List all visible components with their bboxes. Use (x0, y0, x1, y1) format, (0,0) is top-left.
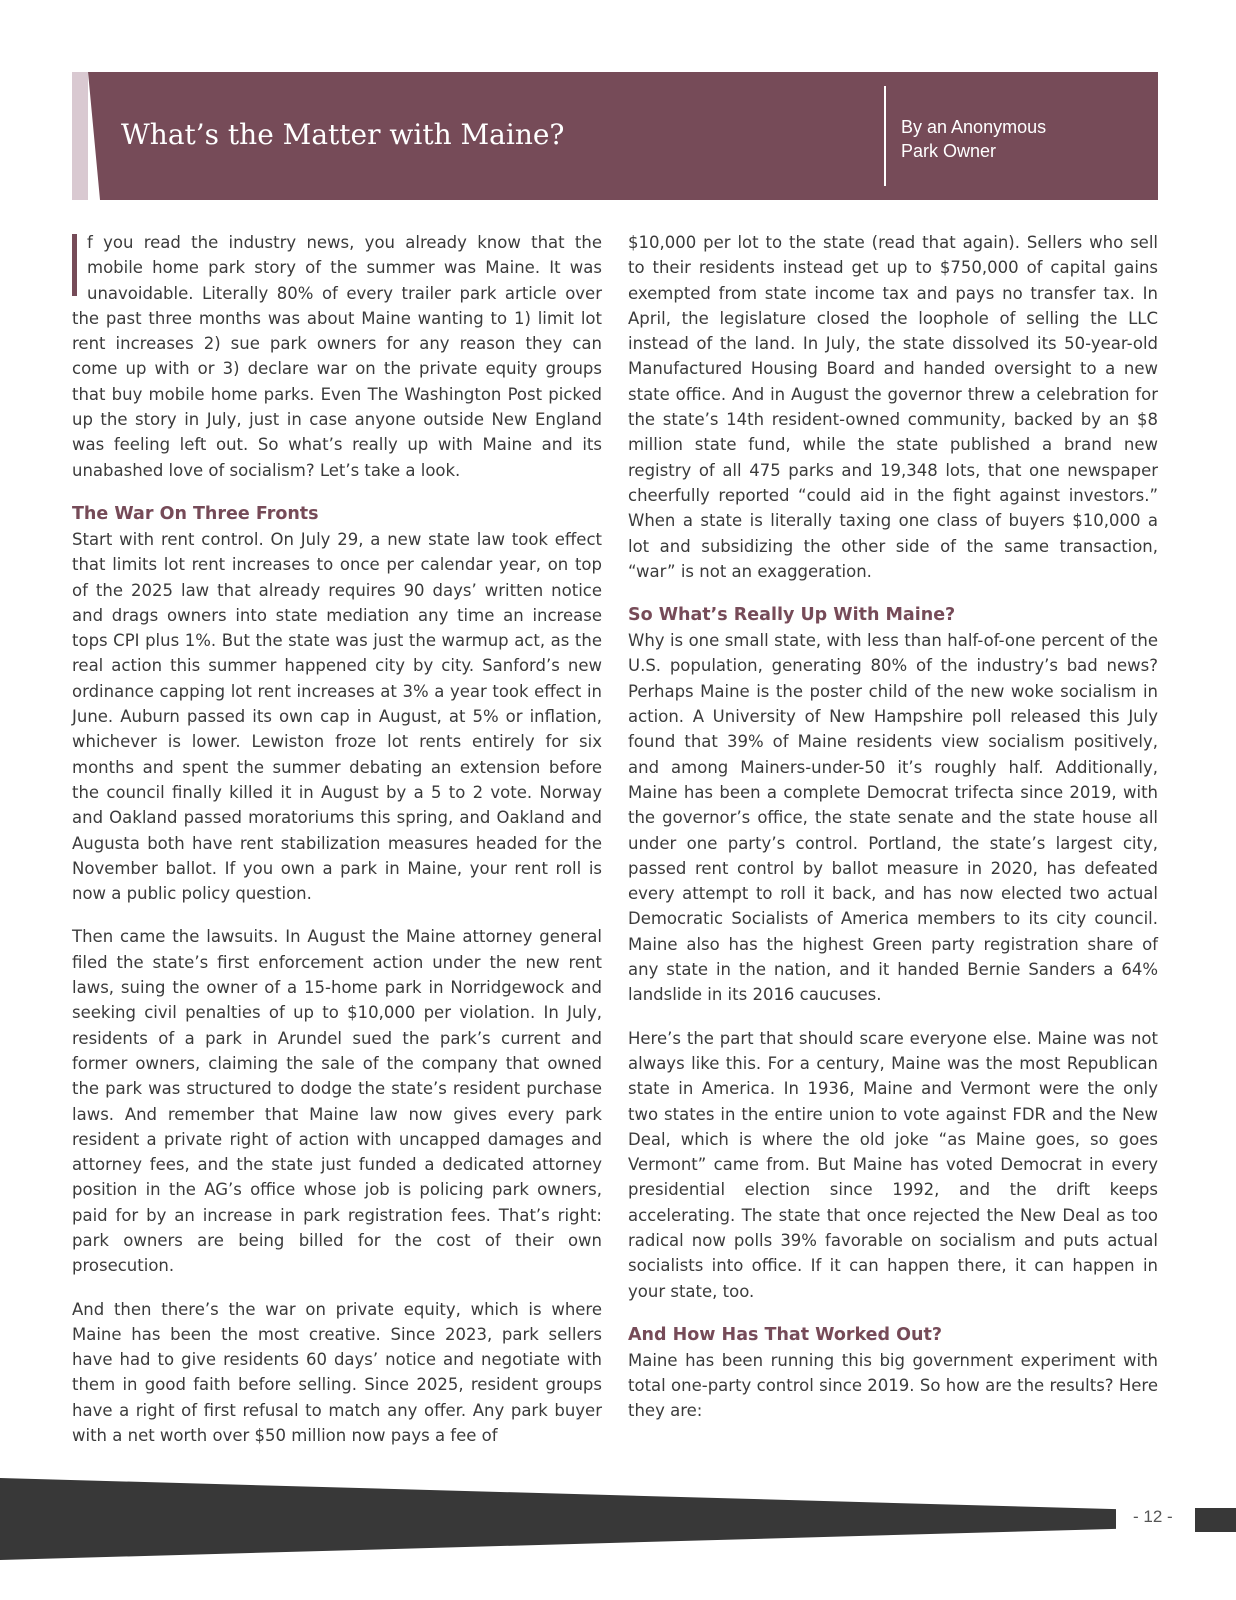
page-marker-block (1195, 1508, 1236, 1532)
section-heading: And How Has That Worked Out? (628, 1324, 943, 1345)
paragraph: Here’s the part that should scare everyone else. Maine was not always like this. For a century, Maine was the most Republican state in America. In 1936, Maine and Vermont were the only two states in the entire union to vote against FDR and the New Deal, which is where the old joke “as Maine goes, so goes Vermont” came from. But Maine has voted Democrat in every presidential election since 1992, and the drift keeps accelerating. The state that once rejected the New Deal as too radical now polls 39% favorable on socialism and puts actual socialists into office. If it can happen there, it can happen in your state, too. (628, 1028, 1158, 1301)
header-accent-stripe (72, 72, 88, 200)
article-column-right (628, 230, 1158, 1442)
byline-line-1: By an Anonymous (901, 117, 1047, 137)
paragraph: Start with rent control. On July 29, a new state law took effect that limits lot rent increases to once per calendar year, on top of the 2025 law that already requires 90 days’ written notice and drags owners into state mediation any time an increase tops CPI plus 1%. But the state was just the warmup act, as the real action this summer happened city by city. Sanford’s new ordinance capping lot rent increases at 3% a year took effect in June. Auburn passed its own cap in August, at 5% or inflation, whichever is lower. Lewiston froze lot rents entirely for six months and spent the summer debating an extension before the council finally killed it in August by a 5 to 2 vote. Norway and Oakland passed moratoriums this spring, and Oakland and Augusta both have rent stabilization measures headed for the November ballot. If you own a park in Maine, your rent roll is now a public policy question. (72, 529, 602, 904)
section-heading: The War On Three Fronts (72, 503, 319, 524)
section-heading: So What’s Really Up With Maine? (628, 605, 956, 626)
paragraph-text: f you read the industry news, you already know that the mobile home park story of the summer was Maine. It was unavoidable. Literally 80% of every trailer park article over the past three months was about Maine wanting to 1) limit lot rent increases 2) sue park owners for any reason they can come up with or 3) declare war on the private equity groups that buy mobile home parks. Even The Washington Post picked up the story in July, just in case anyone outside New England was feeling left out. So what’s really up with Maine and its unabashed love of socialism? Let’s take a look. (72, 233, 602, 480)
header-divider (884, 86, 886, 186)
paragraph: Then came the lawsuits. In August the Maine attorney general filed the state’s first enforcement action under the new rent laws, suing the owner of a 15-home park in Norridgewock and seeking civil penalties of up to $10,000 per violation. In July, residents of a park in Arundel sued the park’s current and former owners, claiming the sale of the company that owned the park was structured to dodge the state’s resident purchase laws. And remember that Maine law now gives every park resident a private right of action with uncapped damages and attorney fees, and the state just funded a dedicated attorney position in the AG’s office whose job is policing park owners, paid for by an increase in park registration fees. That’s right: park owners are being billed for the cost of their own prosecution. (72, 927, 602, 1276)
article-title: What’s the Matter with Maine? (121, 118, 565, 151)
paragraph: Maine has been running this big government experiment with total one-party control since 2019. So how are the results? Here they are: (628, 1350, 1158, 1421)
paragraph: And then there’s the war on private equity, which is where Maine has been the most creative. Since 2023, park sellers have had to give residents 60 days’ notice and negotiate with them in good faith before selling. Since 2025, resident groups have a right of first refusal to match any offer. Any park buyer with a net worth over $50 million now pays a fee of (72, 1299, 602, 1446)
article-column-left (72, 230, 602, 1466)
drop-cap-i (72, 234, 77, 296)
byline (901, 115, 1141, 163)
page-number: - 12 - (1133, 1507, 1173, 1526)
paragraph: $10,000 per lot to the state (read that again). Sellers who sell to their residents instead get up to $750,000 of capital gains exempted from state income tax and pays no transfer tax. In April, the legislature closed the loophole of selling the LLC instead of the land. In July, the state dissolved its 50-year-old Manufactured Housing Board and handed oversight to a new state office. And in August the governor threw a celebration for the state’s 14th resident-owned community, backed by an $8 million state fund, while the state published a brand new registry of all 475 parks and 19,348 lots, that one newspaper cheerfully reported “could aid in the fight against investors.” When a state is literally taxing one class of buyers $10,000 a lot and subsidizing the other side of the same transaction, “war” is not an exaggeration. (628, 233, 1158, 581)
paragraph: Why is one small state, with less than half-of-one percent of the U.S. population, generating 80% of the industry’s bad news? Perhaps Maine is the poster child of the new woke socialism in action. A University of New Hampshire poll released this July found that 39% of Maine residents view socialism positively, and among Mainers-under-50 it’s roughly half. Additionally, Maine has been a complete Democrat trifecta since 2019, with the governor’s office, the state senate and the state house all under one party’s control. Portland, the state’s largest city, passed rent control by ballot measure in 2020, has defeated every attempt to roll it back, and has now elected two actual Democratic Socialists of America members to its city council. Maine also has the highest Green party registration share of any state in the nation, and it handed Bernie Sanders a 64% landslide in its 2016 caucuses. (628, 631, 1158, 1005)
paragraph (72, 230, 602, 483)
byline-line-2: Park Owner (901, 141, 997, 161)
footer-band (0, 1478, 1116, 1560)
